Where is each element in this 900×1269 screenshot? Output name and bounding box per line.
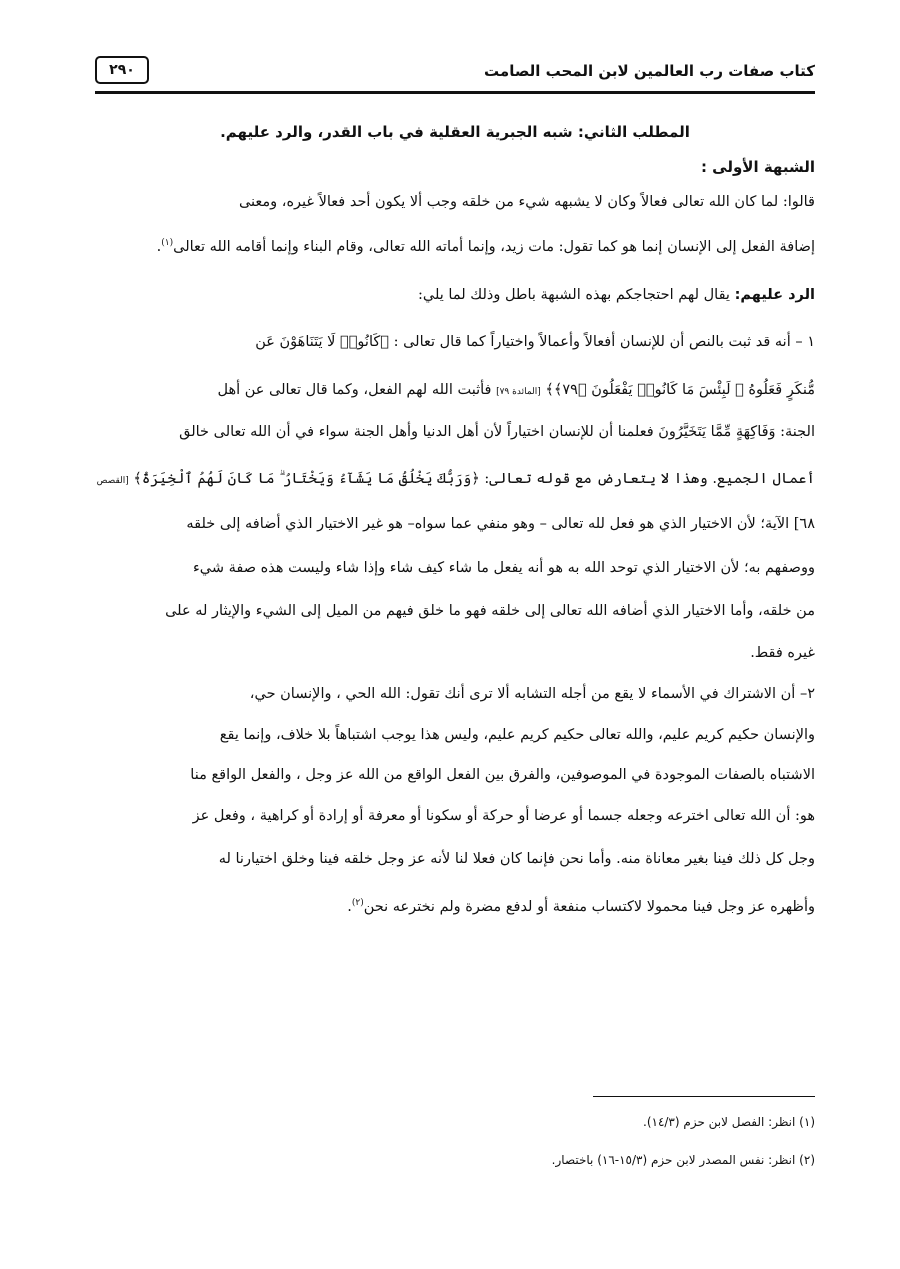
footnote-marker[interactable]: (٢) xyxy=(351,898,364,908)
paragraph-line: ووصفهم به؛ لأن الاختيار الذي توحد الله به هو أنه يفعل ما شاء كيف شاء وإذا شاء وليست هذه صفة شيء xyxy=(192,560,815,576)
footnote-divider xyxy=(593,1096,815,1097)
verse-reference: [القصص xyxy=(96,476,129,486)
paragraph-line: غيره فقط. xyxy=(750,645,815,661)
paragraph-line: من خلقه، وأما الاختيار الذي أضافه الله تعالى إلى خلقه فهو ما خلق فيهم من الميل إلى الشيء والإيثار له على xyxy=(165,603,815,619)
verse-reference: [المائدة ٧٩] xyxy=(496,387,541,397)
reply-label: الرد عليهم: xyxy=(734,287,815,303)
paragraph-text: وأظهره عز وجل فينا محمولا لاكتساب منفعة أو لدفع مضرة ولم نخترعه نحن xyxy=(363,898,815,915)
reply-line xyxy=(95,285,815,305)
paragraph-text: أعمال الجميع. وهذا لا يتعارض مع قوله تعالى: ﴿وَرَبُّكَ يَخْلُقُ مَا يَشَآءُ وَيَخْتَارُ ۗ مَا كَانَ لَهُمُ ٱلْخِيَرَةُ﴾ xyxy=(133,471,815,487)
header-divider xyxy=(95,91,815,94)
footnote-marker[interactable]: (١) xyxy=(161,238,174,248)
first-doubt-label: الشبهة الأولى : xyxy=(700,158,815,176)
paragraph-text: . xyxy=(156,238,162,255)
page-number: ٢٩٠ xyxy=(95,56,149,84)
paragraph-text: . xyxy=(347,898,352,915)
reply-text: يقال لهم احتجاجكم بهذه الشبهة باطل وذلك لما يلي: xyxy=(418,287,735,303)
footnote-1: (١) انظر: الفصل لابن حزم (١٤/٣). xyxy=(643,1115,815,1129)
paragraph-line: والإنسان حكيم كريم عليم، والله تعالى حكيم كريم عليم، وليس هذا يوجب اشتباهاً بلا خلاف، وإنما يقع xyxy=(219,727,815,743)
paragraph-line: ٢– أن الاشتراك في الأسماء لا يقع من أجله التشابه ألا ترى أنك تقول: الله الحي ، والإنسان حي، xyxy=(249,686,815,702)
paragraph-line: وجل كل ذلك فينا بغير معاناة منه. وأما نحن فإنما كان فعلا لنا لأنه عز وجل خلقه فينا وخلق اختيارنا له xyxy=(218,851,815,867)
paragraph-line: الاشتباه بالصفات الموجودة في الموصوفين، والفرق بين الفعل الواقع من الله عز وجل ، والفعل الواقع منا xyxy=(190,767,815,783)
paragraph-line xyxy=(95,233,815,257)
paragraph-line xyxy=(95,380,815,402)
paragraph-line xyxy=(95,893,815,917)
paragraph-text: فأثبت الله لهم الفعل، وكما قال تعالى عن أهل xyxy=(217,382,492,398)
page-header xyxy=(95,56,815,92)
section-heading: المطلب الثاني: شبه الجبرية العقلية في باب القدر، والرد عليهم. xyxy=(220,123,690,141)
paragraph-line: هو: أن الله تعالى اخترعه وجعله جسما أو عرضا أو حركة أو سكونا أو معرفة أو إرادة أو كراهية ، وفعل عز xyxy=(192,808,815,824)
paragraph-line xyxy=(95,469,815,491)
book-title: كتاب صفات رب العالمين لابن المحب الصامت xyxy=(484,62,815,80)
paragraph-line: قالوا: لما كان الله تعالى فعالاً وكان لا يشبهه شيء من خلقه وجب ألا يكون أحد فعالاً غيره، ومعنى xyxy=(238,194,815,210)
paragraph-text: إضافة الفعل إلى الإنسان إنما هو كما تقول: مات زيد، وإنما أماته الله تعالى، وقام البناء وإنما أقامه الله تعالى xyxy=(173,238,815,255)
quran-verse: مُّنكَرٍ فَعَلُوهُ ۚ لَبِئْسَ مَا كَانُوا۟ يَفْعَلُونَ ﴿٧٩﴾﴾ xyxy=(545,382,815,398)
footnote-2: (٢) انظر: نفس المصدر لابن حزم (١٥/٣-١٦) باختصار. xyxy=(551,1153,815,1167)
paragraph-line: الجنة: وَفَاكِهَةٍ مِّمَّا يَتَخَيَّرُونَ فعلمنا أن للإنسان اختياراً لأن أهل الدنيا وأهل الجنة سواء في أن الله تعالى خالق xyxy=(179,424,815,440)
paragraph-line: ١ – أنه قد ثبت بالنص أن للإنسان أفعالاً وأعمالاً واختياراً كما قال تعالى : ﴿كَانُوا۟ لَا يَتَنَاهَوْنَ عَن xyxy=(255,334,815,350)
paragraph-line: ٦٨] الآية؛ لأن الاختيار الذي هو فعل لله تعالى – وهو منفي عما سواه– هو غير الاختيار الذي أضافه إلى خلقه xyxy=(186,516,815,532)
